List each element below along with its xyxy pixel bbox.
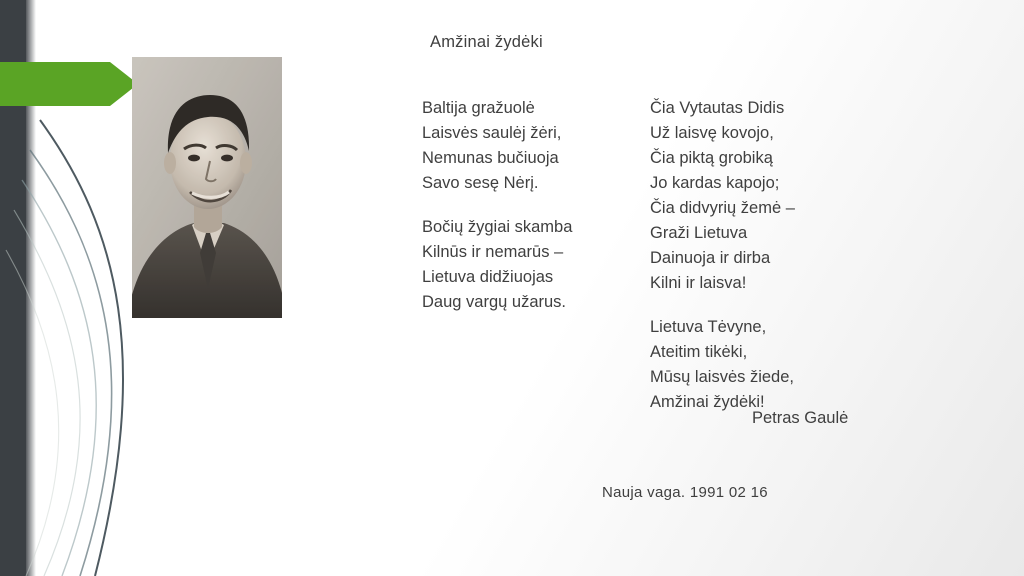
green-arrow-banner — [0, 62, 138, 106]
poem-line: Lietuva didžiuojas — [422, 268, 554, 286]
poem-line: Savo sesę Nėrį. — [422, 174, 539, 192]
poem-right-column — [650, 96, 890, 415]
poem-line: Mūsų laisvės žiede, — [650, 368, 794, 386]
poem-line: Kilni ir laisva! — [650, 274, 747, 292]
poem-line: Baltija gražuolė — [422, 99, 535, 117]
poem-line: Dainuoja ir dirba — [650, 249, 771, 267]
poem-line: Čia didvyrių žemė – — [650, 199, 795, 217]
page-title: Amžinai žydėki — [430, 33, 543, 51]
poem-line: Daug vargų užarus. — [422, 293, 566, 311]
stanza — [422, 215, 632, 315]
poem-line: Čia piktą grobiką — [650, 149, 773, 167]
poem-line: Laisvės saulėj žėri, — [422, 124, 562, 142]
poem-line: Čia Vytautas Didis — [650, 99, 785, 117]
stanza — [650, 96, 890, 296]
poem-line: Už laisvę kovojo, — [650, 124, 774, 142]
poem-line: Amžinai žydėki! — [650, 393, 765, 411]
poem-line: Ateitim tikėki, — [650, 343, 748, 361]
poem-line: Bočių žygiai skamba — [422, 218, 573, 236]
poem-line: Lietuva Tėvyne, — [650, 318, 767, 336]
portrait-photo — [132, 57, 282, 318]
poem-line: Nemunas bučiuoja — [422, 149, 559, 167]
poem-line: Kilnūs ir nemarūs – — [422, 243, 564, 261]
author-name: Petras Gaulė — [752, 409, 849, 427]
source-citation: Nauja vaga. 1991 02 16 — [602, 484, 768, 501]
stanza — [422, 96, 632, 196]
stanza — [650, 315, 890, 415]
poem-line: Graži Lietuva — [650, 224, 748, 242]
poem-left-column — [422, 96, 632, 315]
poem-line: Jo kardas kapojo; — [650, 174, 780, 192]
